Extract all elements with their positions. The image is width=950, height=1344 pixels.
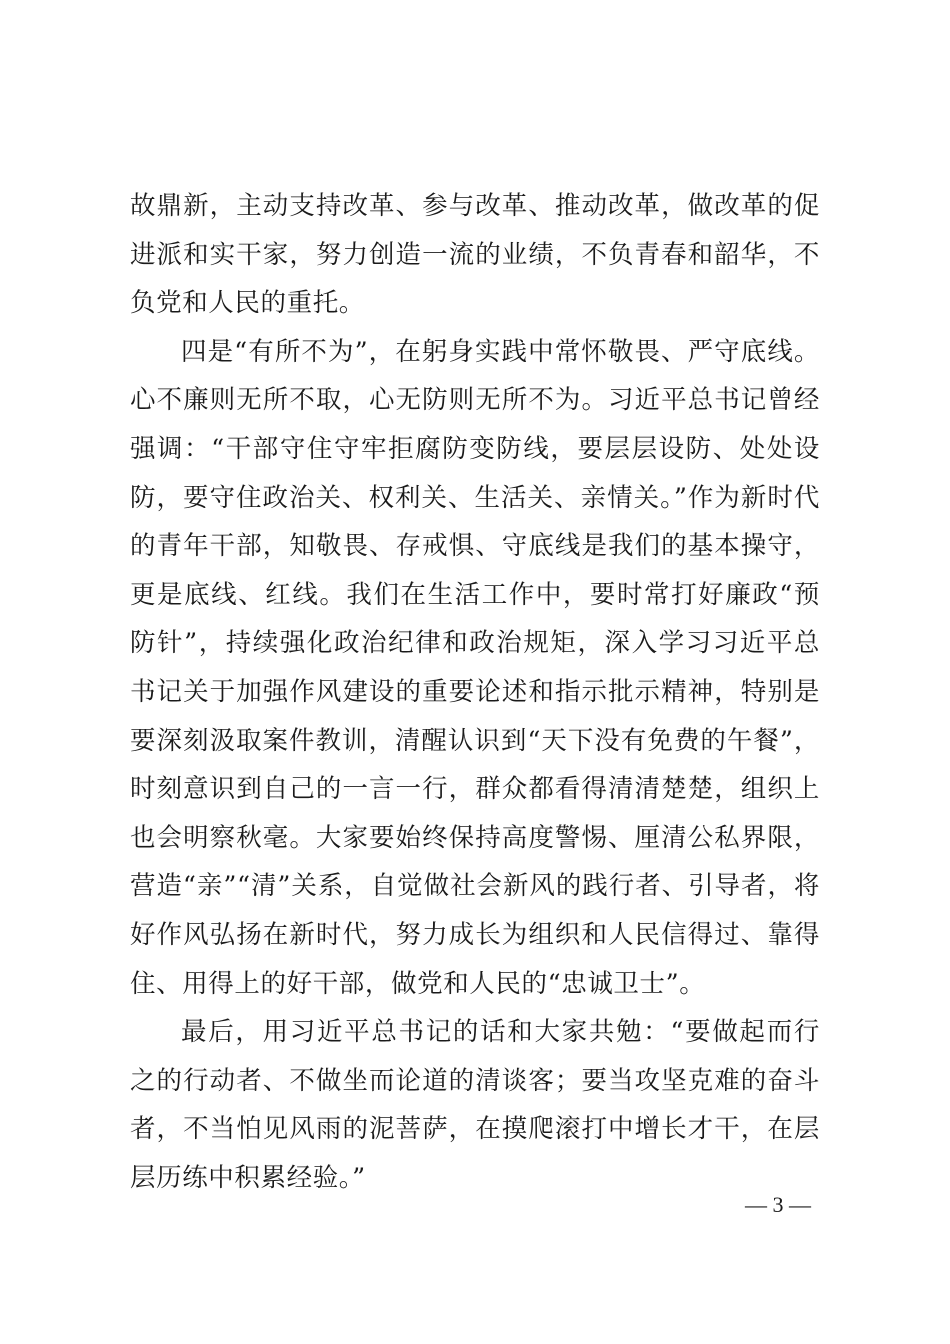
page-number: — 3 —: [745, 1192, 811, 1217]
paragraph-four-restraint: 四是“有所不为”，在躬身实践中常怀敬畏、严守底线。心不廉则无所不取，心无防则无所不为。习近平总书记曾经强调：“干部守住守牢拒腐防变防线，要层层设防、处处设防，要守住政治关、权利关、生活关、亲情关。”作为新时代的青年干部，知敬畏、存戒惧、守底线是我们的基本操守，更是底线、红线。我们在生活工作中，要时常打好廉政“预防针”，持续强化政治纪律和政治规矩，深入学习习近平总书记关于加强作风建设的重要论述和指示批示精神，特别是要深刻汲取案件教训，清醒认识到“天下没有免费的午餐”，时刻意识到自己的一言一行，群众都看得清清楚楚，组织上也会明察秋毫。大家要始终保持高度警惕、厘清公私界限，营造“亲”“清”关系，自觉做社会新风的践行者、引导者，将好作风弘扬在新时代，努力成长为组织和人民信得过、靠得住、用得上的好干部，做党和人民的“忠诚卫士”。: [130, 336, 820, 999]
paragraph-continuation: 故鼎新，主动支持改革、参与改革、推动改革，做改革的促进派和实干家，努力创造一流的业绩，不负青春和韶华，不负党和人民的重托。: [130, 191, 820, 319]
document-body: [130, 182, 820, 1202]
paragraph-closing: 最后，用习近平总书记的话和大家共勉：“要做起而行之的行动者、不做坐而论道的清谈客；要当攻坚克难的奋斗者，不当怕见风雨的泥菩萨，在摸爬滚打中增长才干，在层层历练中积累经验。”: [130, 1017, 820, 1193]
